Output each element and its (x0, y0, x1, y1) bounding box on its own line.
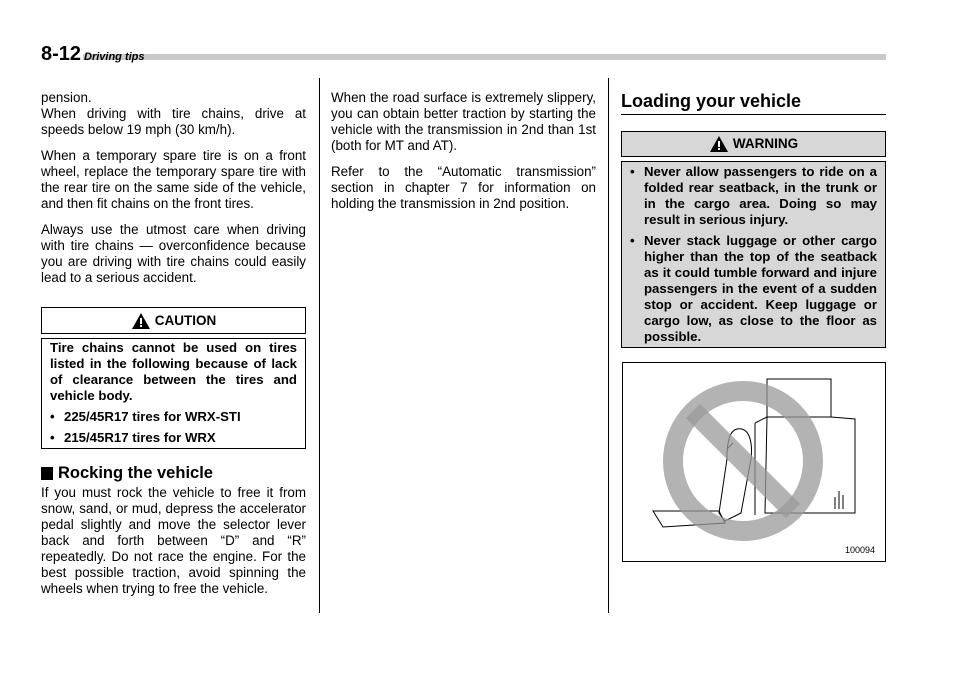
section-name: Driving tips (84, 51, 145, 63)
column-divider-1 (319, 78, 320, 613)
column-2 (331, 90, 596, 212)
paragraph-slippery: When the road surface is extremely slippery, you can obtain better traction by starting the vehicle with the transmission in 2nd than 1st (both for MT and AT). (331, 90, 596, 153)
paragraph-spare-tire: When a temporary spare tire is on a front wheel, replace the temporary spare tire with the rear tire on the same side of the vehicle, and then fit chains on the front tires. (41, 148, 306, 211)
paragraph-rocking: If you must rock the vehicle to free it from snow, sand, or mud, depress the accelerator pedal slightly and move the selector lever back and forth between “D” and “R” repeatedly. Do not race the engine. For the best possible traction, avoid spinning the wheels when trying to free the vehicle. (41, 485, 306, 596)
warning-triangle-icon (131, 312, 151, 330)
warning-title-bar (621, 131, 886, 157)
paragraph-utmost-care: Always use the utmost care when driving with tire chains — overconfidence because you are driving with tire chains could easily lead to a serious accident. (41, 222, 306, 285)
warning-item-text: Never allow passengers to ride on a folded rear seatback, in the trunk or in the cargo area. Doing so may result in serious injury. (644, 164, 877, 227)
header-bar (83, 54, 886, 60)
cargo-figure (622, 362, 886, 562)
paragraph-refer-at: Refer to the “Automatic transmission” section in chapter 7 for information on holding the transmission in 2nd position. (331, 164, 596, 211)
warning-box (621, 131, 886, 348)
caution-box (41, 307, 306, 449)
warning-title: WARNING (732, 136, 799, 151)
caution-item (50, 430, 297, 446)
rocking-heading-text: Rocking the vehicle (58, 464, 213, 482)
warning-triangle-icon (709, 135, 729, 153)
caution-text: Tire chains cannot be used on tires listed in the following because of lack of clearance between the tires and vehicle body. (50, 340, 297, 403)
warning-item (630, 164, 877, 228)
page-number: 8-12 (41, 43, 82, 65)
warning-body (621, 161, 886, 348)
paragraph-chains-speed: pension. When driving with tire chains, drive at speeds below 19 mph (30 km/h). (41, 90, 306, 137)
caution-title: CAUTION (154, 312, 217, 328)
square-bullet-icon (41, 467, 53, 480)
figure-code: 100094 (844, 545, 875, 555)
warning-item (630, 233, 877, 345)
column-divider-2 (608, 78, 609, 613)
column-3 (621, 90, 886, 348)
bullet-icon: • (50, 430, 55, 445)
caution-item (50, 409, 297, 425)
caution-item-text: 215/45R17 tires for WRX (64, 430, 216, 445)
no-stacking-cargo-illustration (623, 363, 885, 561)
caution-title-bar (41, 307, 306, 334)
warning-item-text: Never stack luggage or other cargo higher than the top of the seatback as it could tumble forward and injure passengers in the event of a sudden stop or accident. Keep luggage or cargo low, as close to the floor as possible. (644, 233, 877, 344)
bullet-icon: • (50, 409, 55, 424)
rocking-heading (41, 463, 306, 483)
bullet-icon: • (630, 164, 635, 179)
bullet-icon: • (630, 233, 635, 248)
caution-body (41, 338, 306, 449)
caution-item-text: 225/45R17 tires for WRX-STI (64, 409, 241, 424)
loading-heading: Loading your vehicle (621, 90, 886, 115)
column-1 (41, 90, 306, 597)
